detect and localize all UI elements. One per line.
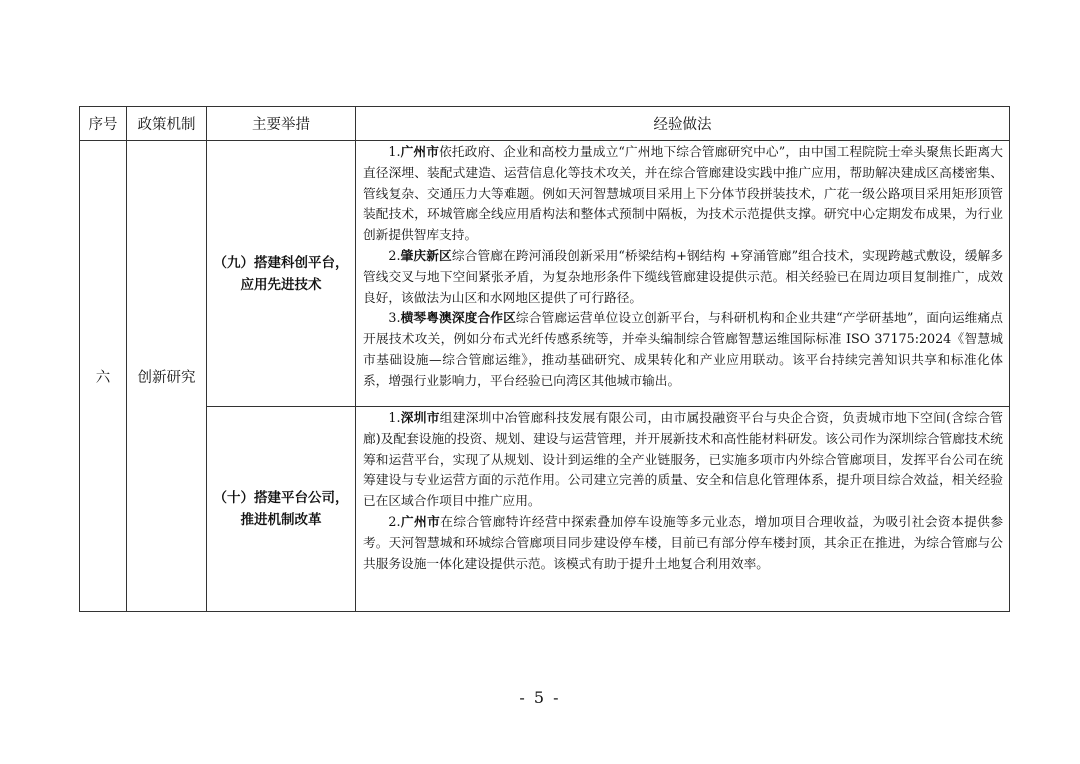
experience-cell: [356, 141, 1010, 407]
item-number: 1.: [388, 144, 401, 159]
experience-item: [363, 142, 1003, 246]
page-number: - 5 -: [519, 688, 561, 707]
item-city: 肇庆新区: [400, 247, 452, 263]
item-text: 综合管廊运营单位设立创新平台，与科研机构和企业共建“产学研基地”，面向运维痛点开展技术攻关，例如分布式光纤传感系统等，并牵头编制综合管廊智慧运维国际标准 ISO 37175:2024《智慧城市基础设施—综合管廊运维》，推动基础研究、成果转化和产业应用联动。该平台持续完善知识共享和标准化体系，增强行业影响力，平台经验已向湾区其他城市输出。: [363, 310, 1003, 388]
measure-cell: [207, 141, 356, 407]
item-text: 组建深圳中冶管廊科技发展有限公司，由市属投融资平台与央企合资，负责城市地下空间(含综合管廊)及配套设施的投资、规划、建设与运营管理，并开展新技术和高性能材料研发。该公司作为深圳综合管廊技术统筹和运营平台，实现了从规划、设计到运维的全产业链服务，已实施多项市内外综合管廊项目，发挥平台公司在统筹建设与专业运营方面的示范作用。公司建立完善的质量、安全和信息化管理体系，提升项目综合效益，相关经验已在区域合作项目中推广应用。: [363, 410, 1003, 509]
item-text: 依托政府、企业和高校力量成立“广州地下综合管廊研究中心”，由中国工程院院士牵头聚焦长距离大直径深埋、装配式建造、运营信息化等技术攻关，并在综合管廊建设实践中推广应用，帮助解决建成区高楼密集、管线复杂、交通压力大等难题。例如天河智慧城项目采用上下分体节段拼装技术，广花一级公路项目采用矩形顶管装配技术，环城管廊全线应用盾构法和整体式预制中隔板，为技术示范提供支撑。研究中心定期发布成果，为行业创新提供智库支持。: [363, 144, 1003, 243]
experience-item: [363, 512, 1003, 574]
header-mechanism: 政策机制: [127, 107, 207, 141]
table-header-row: [80, 107, 1010, 141]
policy-table: [79, 106, 1010, 612]
experience-item: [363, 246, 1003, 308]
item-number: 1.: [388, 410, 401, 425]
row-mechanism: 创新研究: [127, 141, 207, 612]
item-text: 综合管廊在跨河涌段创新采用“桥梁结构+钢结构 +穿涌管廊”组合技术，实现跨越式敷设，缓解多管线交叉与地下空间紧张矛盾，为复杂地形条件下缆线管廊建设提供示范。相关经验已在周边项目复制推广，成效良好，该做法为山区和水网地区提供了可行路径。: [363, 247, 1004, 305]
experience-item: [363, 408, 1003, 512]
row-seq: 六: [80, 141, 127, 612]
table-row: [80, 407, 1010, 612]
item-number: 3.: [388, 310, 401, 326]
header-experience: 经验做法: [356, 107, 1010, 141]
item-city: 深圳市: [400, 410, 440, 425]
item-number: 2.: [388, 247, 401, 263]
measure-cell: [207, 407, 356, 612]
item-number: 2.: [388, 513, 401, 529]
measure-label: （九）搭建科创平台，应用先进技术: [213, 254, 349, 293]
item-city: 横琴粤澳深度合作区: [400, 310, 516, 326]
item-city: 广州市: [400, 513, 441, 529]
item-city: 广州市: [400, 144, 440, 159]
header-measures: 主要举措: [207, 107, 356, 141]
experience-cell: [356, 407, 1010, 612]
item-text: 在综合管廊特许经营中探索叠加停车设施等多元业态，增加项目合理收益，为吸引社会资本提供参考。天河智慧城和环城综合管廊项目同步建设停车楼，目前已有部分停车楼封顶，其余正在推进，为综合管廊与公共服务设施一体化建设提供示范。该模式有助于提升土地复合利用效率。: [363, 513, 1004, 571]
measure-label: （十）搭建平台公司，推进机制改革: [213, 490, 349, 528]
table-row: [80, 141, 1010, 407]
experience-item: [363, 308, 1003, 391]
header-seq: 序号: [80, 107, 127, 141]
